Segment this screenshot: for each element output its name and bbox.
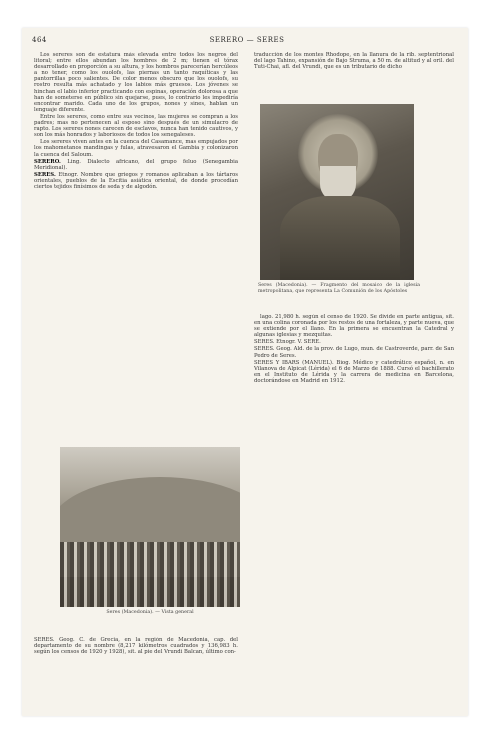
entry-seres-geog-grecia: SERES. Geog. C. de Grecia, en la región de Macedonia, cap. del departamento de su nombre (8,217 kilómetros cuadrados y 136,983 h. según los censos de 1920 y 1928), sit. al pie del Vrundi Balcan, último con- — [34, 637, 238, 656]
entry-seres-etnogr-v: SERES. Etnogr. V. SERE. — [254, 339, 321, 346]
town — [60, 542, 240, 607]
page-number: 464 — [32, 36, 47, 44]
mosaic-caption: Seres (Macedonia). — Fragmento del mosaico de la iglesia metropolitana, que representa La Comunión de los Apóstoles — [258, 283, 420, 294]
entry-seres-etnogr — [34, 172, 238, 190]
entry-text: Etnogr. Nombre que griegos y romanos aplicaban a los tártaros orientales, pueblos de la Escitia asiática oriental, de donde procedían ciertos tejidos finísimos de seda y de algodón. — [34, 171, 238, 190]
entry-seres-ibars: SERES Y IBARS (MANUEL). Biog. Médico y catedrático español, n. en Vilanova de Alpicat (Lérida) el 6 de Marzo de 1888. Cursó el bachillerato en el Instituto de Lérida y la carrera de medicina en Barcelona, doctorándose en Madrid en 1912. — [254, 359, 454, 384]
right-column-bottom — [254, 314, 454, 709]
paragraph: traducción de los montes Rhodope, en la llanura de la rib. septentrional del lago Tahino, expansión de Bajo Struma, a 50 m. de altitud y al oril. del Tuti-Chai, afl. del Vrundi, que es un tributario de dicho — [254, 52, 454, 71]
paragraph: Entre los sereres, como entre sus vecinos, las mujeres se compran a los padres; mas no pertenecen al esposo sino después de un simulacro de rapto. Los sereres nones carecen de esclavos, nunca han tenido cautivos, y son los más honrados y laboriosos de todos los senegaleses. — [34, 113, 238, 139]
paragraph: Los sereres viven antes en la cuenca del Casamance, mas empujados por los mahometanos mandingas y fulas, atravesaron el Gambia y colonizaron la cuenca del Saloum. — [34, 139, 238, 158]
town-caption: Seres (Macedonia). — Vista general — [106, 610, 194, 615]
left-column — [34, 52, 238, 447]
paragraph: lago. 21,980 h. según el censo de 1920. Se divide en parte antigua, sit. en una colina coronada por los restos de una fortaleza, y parte nueva, que se extiende por el llano. En la primera se encuentran la Catedral y algunas iglesias y mezquitas. — [254, 314, 454, 339]
mosaic-photo — [260, 104, 414, 280]
paragraph: Los sereres son de estatura más elevada entre todos los negros del litoral; entre ellos abundan los hombres de 2 m; tienen el tórax desarrollado en proporción a su altura, y los hombros parecerían hercúleos a no tener, como los ouolofs, las piernas un tanto raquíticas y las pantorrillas poco salientes. De color menos obscuro que los ouolofs, su rostro resulta más achatado y los labios más gruesos. Los jóvenes se hinchan el labio inferior practicando con espinas, operación dolorosa a que han de someterse en público sin quejarse, pues, lo contrario les impediría encontrar marido. Cada uno de los grupos, nones y sines, hablan un lenguaje diferente. — [34, 52, 238, 113]
entry-seres-geog-lugo: SERES. Geog. Ald. de la prov. de Lugo, mun. de Castroverde, parr. de San Pedro de Seres. — [254, 346, 454, 359]
entry-head: SERERO. — [34, 158, 61, 165]
entry-serero — [34, 159, 238, 171]
page-title: SERERO — SERES — [209, 36, 285, 44]
town-photo — [60, 447, 240, 607]
entry-text: Ling. Dialecto africano, del grupo feluo (Senegambia Meridional). — [34, 158, 238, 171]
entry-head: SERES. — [34, 171, 56, 178]
robe — [280, 196, 400, 280]
page-header — [32, 36, 462, 48]
bottom-left-column — [34, 637, 238, 692]
right-column-top — [254, 52, 454, 96]
